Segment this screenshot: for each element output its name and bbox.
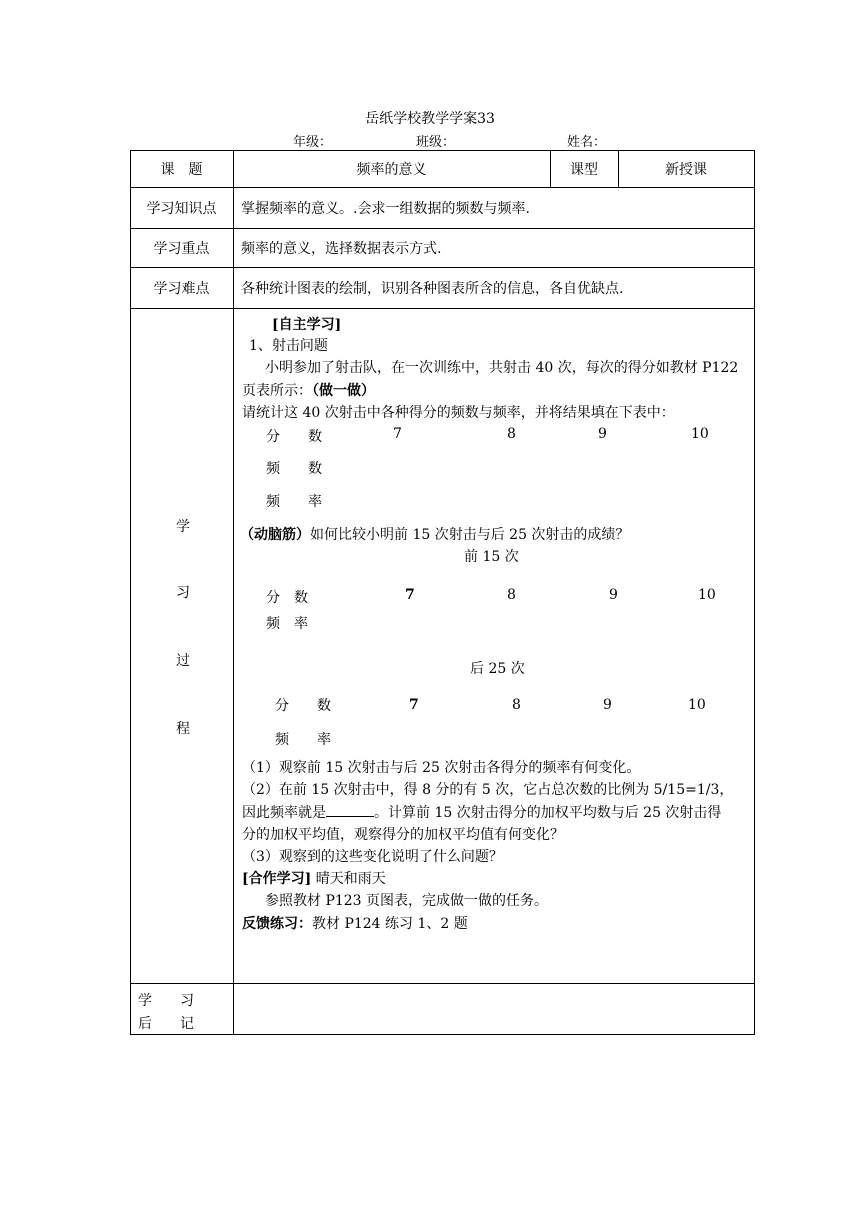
feedback-text: 教材 P124 练习 1、2 题 — [312, 916, 468, 932]
observation-2: （2）在前 15 次射击中，得 8 分的有 5 次，它占总次数的比例为 5/15=1/3， — [242, 782, 734, 798]
t2-score: 9 — [609, 587, 618, 603]
class-label: 班级： — [416, 135, 456, 150]
notes-label: 学 习 — [138, 993, 194, 1009]
knowledge-value: 掌握频率的意义。.会求一组数据的频数与频率. — [241, 200, 530, 217]
observation-2-cont — [242, 802, 721, 822]
difficulty-value: 各种统计图表的绘制，识别各种图表所含的信息，各自优缺点. — [241, 280, 624, 297]
focus-value: 频率的意义，选择数据表示方式. — [241, 240, 442, 257]
grade-label: 年级： — [293, 135, 333, 150]
brain-text: 如何比较小明前 15 次射击与后 25 次射击的成绩？ — [310, 527, 630, 543]
topic-label: 课 题 — [160, 161, 203, 178]
name-label: 姓名： — [567, 135, 607, 150]
t1-score: 8 — [507, 426, 516, 442]
observation-2-part: 。计算前 15 次射击得分的加权平均数与后 25 次射击得 — [374, 805, 722, 821]
question-title: 1、射击问题 — [249, 338, 328, 354]
t3-rate-label: 频 率 — [275, 732, 331, 748]
observation-1: （1）观察前 15 次射击与后 25 次射击各得分的频率有何变化。 — [242, 760, 641, 776]
t1-score: 10 — [691, 426, 709, 442]
feedback-label: 反馈练习： — [242, 916, 312, 932]
coop-instruction: 参照教材 P123 页图表，完成做一做的任务。 — [265, 893, 549, 909]
first15-heading: 前 15 次 — [464, 549, 519, 565]
t1-score: 7 — [393, 426, 402, 442]
brain-label: （动脑筋） — [240, 527, 310, 543]
instruction-text: 请统计这 40 次射击中各种得分的频数与频率，并将结果填在下表中： — [242, 405, 675, 421]
t1-rate-label: 频 率 — [266, 494, 322, 510]
t3-score-label: 分 数 — [275, 698, 331, 714]
difficulty-label: 学习难点 — [153, 280, 210, 297]
t3-score: 7 — [409, 697, 419, 713]
brain-question — [240, 524, 629, 544]
process-label-char: 过 — [176, 653, 190, 669]
t2-score: 10 — [698, 587, 716, 603]
observation-3: （3）观察到的这些变化说明了什么问题？ — [242, 849, 503, 865]
t3-score: 8 — [512, 697, 521, 713]
process-label-char: 习 — [176, 585, 190, 601]
type-value: 新授课 — [665, 161, 707, 178]
t3-score: 9 — [603, 697, 612, 713]
self-study-heading: [自主学习] — [272, 317, 342, 333]
t2-score-label: 分 数 — [266, 590, 308, 606]
process-label-char: 程 — [176, 721, 190, 737]
observation-2-part: 因此频率就是 — [242, 805, 326, 821]
focus-label: 学习重点 — [153, 240, 210, 257]
t1-frequency-label: 频 数 — [266, 461, 322, 477]
coop-text: 晴天和雨天 — [315, 871, 386, 887]
knowledge-label: 学习知识点 — [146, 200, 217, 217]
problem-text — [242, 380, 375, 400]
feedback-line — [242, 913, 468, 933]
last25-heading: 后 25 次 — [470, 661, 525, 677]
t3-score: 10 — [688, 697, 706, 713]
process-label-char: 学 — [176, 519, 190, 535]
topic-value: 频率的意义 — [356, 161, 427, 178]
observation-2-cont: 分的加权平均值，观察得分的加权平均值有何变化？ — [242, 827, 564, 843]
coop-label: [合作学习] — [242, 871, 312, 887]
answer-blank[interactable] — [326, 804, 374, 817]
document-title: 岳纸学校教学学案33 — [365, 111, 495, 127]
t2-rate-label: 频 率 — [266, 616, 308, 632]
t2-score: 7 — [405, 587, 415, 603]
problem-text-part: 页表所示： — [242, 383, 312, 399]
notes-label: 后 记 — [138, 1016, 194, 1032]
t1-score: 9 — [598, 426, 607, 442]
type-label: 课型 — [570, 161, 598, 178]
t2-score: 8 — [507, 587, 516, 603]
do-it-label: （做一做） — [312, 383, 375, 399]
coop-heading — [242, 868, 386, 888]
t1-score-label: 分 数 — [266, 429, 322, 445]
problem-text: 小明参加了射击队，在一次训练中，共射击 40 次，每次的得分如教材 P122 — [265, 360, 739, 376]
